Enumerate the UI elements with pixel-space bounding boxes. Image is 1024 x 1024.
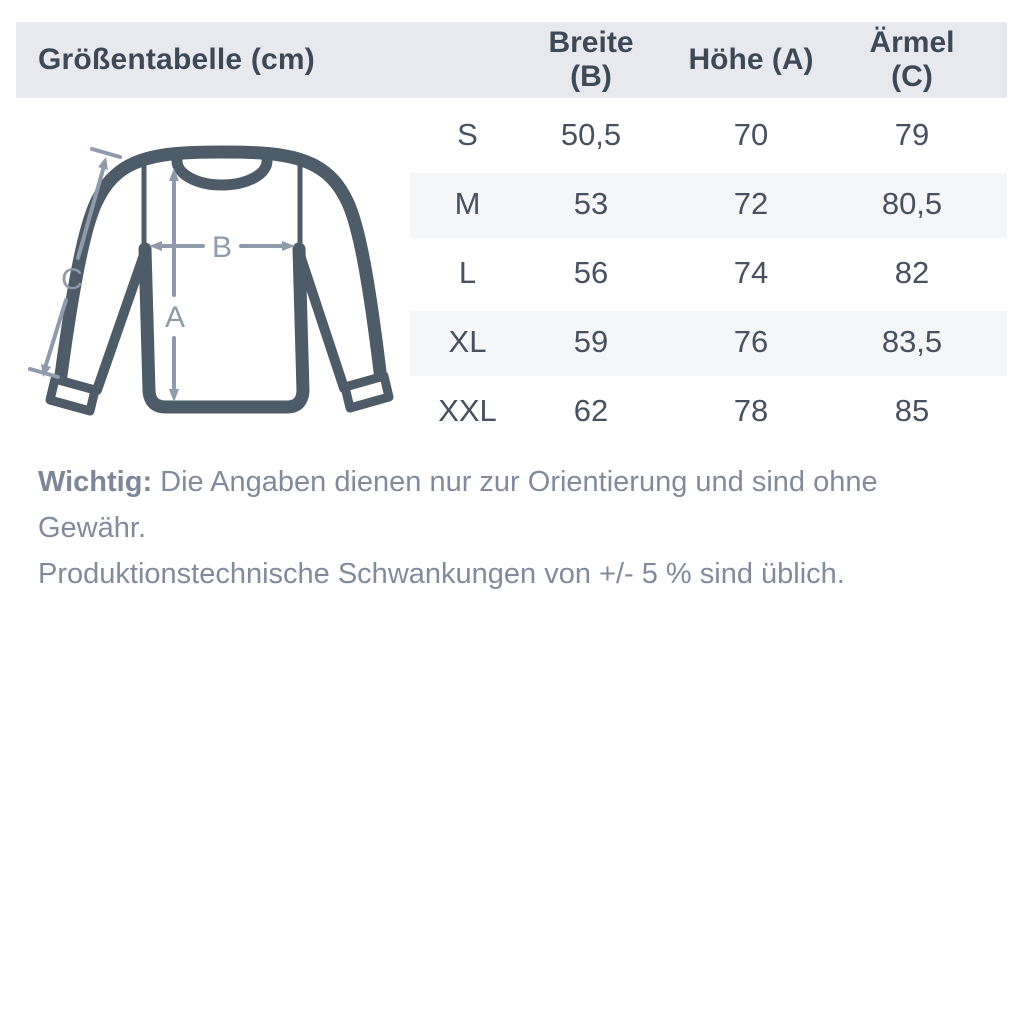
breite-value: 62 bbox=[573, 392, 609, 428]
size-table-title: Größentabelle (cm) bbox=[38, 43, 315, 76]
size-label: XXL bbox=[438, 392, 497, 428]
right-cuff bbox=[345, 376, 389, 408]
arrowhead-c-up bbox=[98, 157, 108, 170]
measure-c-top-tick bbox=[92, 149, 120, 157]
column-header-hoehe: Höhe (A) bbox=[688, 43, 814, 76]
disclaimer-note bbox=[38, 459, 978, 597]
measure-label-a: A bbox=[164, 301, 186, 334]
arrowhead-a-down bbox=[169, 389, 179, 402]
aermel-value: 85 bbox=[894, 392, 930, 428]
hoehe-value: 74 bbox=[733, 254, 769, 290]
sweater-outline bbox=[50, 152, 389, 411]
breite-value: 50,5 bbox=[560, 116, 622, 152]
size-label: L bbox=[458, 254, 477, 290]
hoehe-value: 78 bbox=[733, 392, 769, 428]
aermel-value: 83,5 bbox=[881, 323, 943, 359]
collar-line bbox=[177, 161, 267, 185]
measure-c-line bbox=[78, 166, 104, 258]
disclaimer-line-1: Wichtig: Die Angaben dienen nur zur Orientierung und sind ohne Gewähr. bbox=[38, 466, 878, 544]
column-header-breite: Breite (B) bbox=[548, 26, 634, 93]
aermel-value: 79 bbox=[894, 116, 930, 152]
size-label: S bbox=[457, 116, 478, 152]
measure-label-c: C bbox=[61, 263, 83, 296]
measure-label-b: B bbox=[211, 231, 233, 264]
size-label: M bbox=[454, 185, 481, 221]
column-header-aermel: Ärmel (C) bbox=[869, 26, 955, 93]
hoehe-value: 70 bbox=[733, 116, 769, 152]
left-cuff bbox=[50, 379, 95, 411]
hoehe-value: 76 bbox=[733, 323, 769, 359]
hoehe-value: 72 bbox=[733, 185, 769, 221]
aermel-value: 80,5 bbox=[881, 185, 943, 221]
size-label: XL bbox=[448, 323, 487, 359]
disclaimer-label: Wichtig: bbox=[38, 466, 153, 498]
disclaimer-line-2: Produktionstechnische Schwankungen von +/- 5 % sind üblich. bbox=[38, 558, 845, 590]
breite-value: 59 bbox=[573, 323, 609, 359]
aermel-value: 82 bbox=[894, 254, 930, 290]
breite-value: 56 bbox=[573, 254, 609, 290]
measure-arrows bbox=[30, 149, 295, 402]
breite-value: 53 bbox=[573, 185, 609, 221]
